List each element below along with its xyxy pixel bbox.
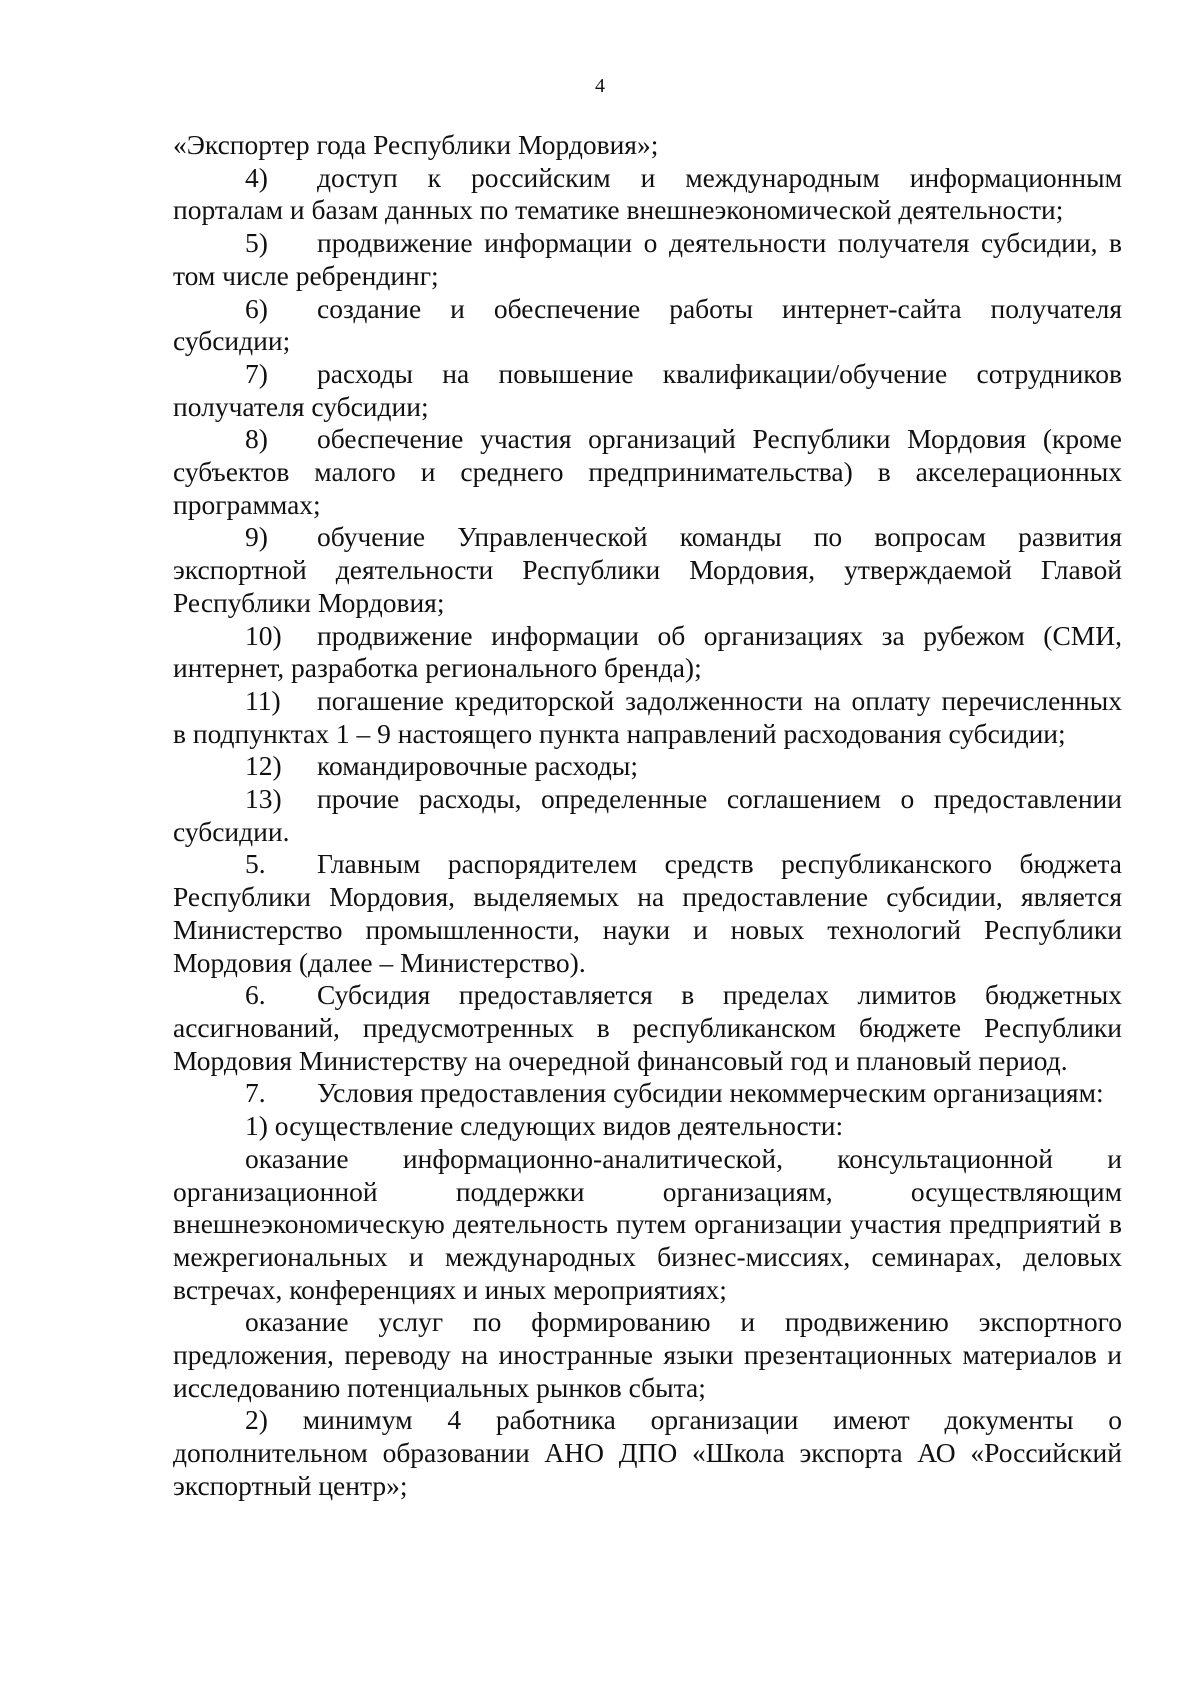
document-body xyxy=(173,129,1122,1503)
list-item-text: командировочные расходы; xyxy=(317,750,639,782)
section-number: 7. xyxy=(245,1077,266,1109)
list-item-number: 10) xyxy=(245,619,282,651)
list-item-number: 7) xyxy=(245,357,268,389)
list-item-4 xyxy=(173,162,1122,227)
list-item-text: расходы на повышение квалификации/обучение сотрудников получателя субсидии; xyxy=(173,357,1122,422)
list-item-7 xyxy=(173,358,1122,423)
section-text: Условия предоставления субсидии некоммерческим организациям: xyxy=(317,1077,1104,1109)
section-text: Субсидия предоставляется в пределах лимитов бюджетных ассигнований, предусмотренных в республиканском бюджете Республики Мордовия Министерству на очередной финансовый год и плановый период. xyxy=(173,979,1122,1076)
list-item-number: 6) xyxy=(245,292,268,324)
list-item-9 xyxy=(173,521,1122,619)
list-item-text: доступ к российским и международным информационным порталам и базам данных по тематике внешнеэкономической деятельности; xyxy=(173,161,1122,226)
section-5 xyxy=(173,848,1122,979)
condition-1-activity-b: оказание услуг по формированию и продвижению экспортного предложения, переводу на иностранные языки презентационных материалов и исследованию потенциальных рынков сбыта; xyxy=(173,1306,1122,1403)
paragraph-exporter-of-year: «Экспортер года Республики Мордовия»; xyxy=(173,129,659,160)
list-item-number: 4) xyxy=(245,161,268,193)
section-number: 5. xyxy=(245,848,266,880)
section-6 xyxy=(173,979,1122,1077)
section-7 xyxy=(173,1077,1122,1110)
list-item-number: 11) xyxy=(245,684,281,716)
list-item-text: обучение Управленческой команды по вопросам развития экспортной деятельности Республики Мордовия, утверждаемой Главой Республики Мордовия; xyxy=(173,521,1122,618)
list-item-number: 13) xyxy=(245,783,282,815)
section-text: Главным распорядителем средств республиканского бюджета Республики Мордовия, выделяемых на предоставление субсидии, является Министерство промышленности, науки и новых технологий Республики Мордовия (далее – Министерство). xyxy=(173,848,1122,978)
page-number: 4 xyxy=(595,75,605,97)
condition-1: 1) осуществление следующих видов деятельности: xyxy=(245,1110,844,1142)
list-item-text: прочие расходы, определенные соглашением о предоставлении субсидии. xyxy=(173,783,1122,847)
list-item-number: 8) xyxy=(245,423,268,455)
list-item-8 xyxy=(173,423,1122,521)
list-item-5 xyxy=(173,227,1122,292)
condition-2: 2) минимум 4 работника организации имеют документы о дополнительном образовании АНО ДПО «Школа экспорта АО «Российский экспортный центр»; xyxy=(173,1404,1122,1501)
list-item-number: 9) xyxy=(245,521,268,553)
list-item-text: создание и обеспечение работы интернет-сайта получателя субсидии; xyxy=(173,292,1122,357)
list-item-text: обеспечение участия организаций Республики Мордовия (кроме субъектов малого и среднего предпринимательства) в акселерационных программах; xyxy=(173,423,1122,520)
list-item-text: продвижение информации о деятельности получателя субсидии, в том числе ребрендинг; xyxy=(173,227,1122,291)
list-item-10 xyxy=(173,620,1122,685)
list-item-number: 12) xyxy=(245,750,282,782)
list-item-13 xyxy=(173,783,1122,848)
condition-1-activity-a: оказание информационно-аналитической, консультационной и организационной поддержки организациям, осуществляющим внешнеэкономическую деятельность путем организации участия предприятий в межрегиональных и международных бизнес-миссиях, семинарах, деловых встречах, конференциях и иных мероприятиях; xyxy=(173,1142,1122,1305)
section-number: 6. xyxy=(245,979,266,1011)
list-item-text: погашение кредиторской задолженности на оплату перечисленных в подпунктах 1 – 9 настоящего пункта направлений расходования субсидии; xyxy=(173,684,1122,749)
list-item-11 xyxy=(173,685,1122,750)
list-item-number: 5) xyxy=(245,227,268,259)
list-item-text: продвижение информации об организациях за рубежом (СМИ, интернет, разработка регионального бренда); xyxy=(173,619,1122,684)
list-item-6 xyxy=(173,293,1122,358)
list-item-12 xyxy=(173,750,1122,783)
